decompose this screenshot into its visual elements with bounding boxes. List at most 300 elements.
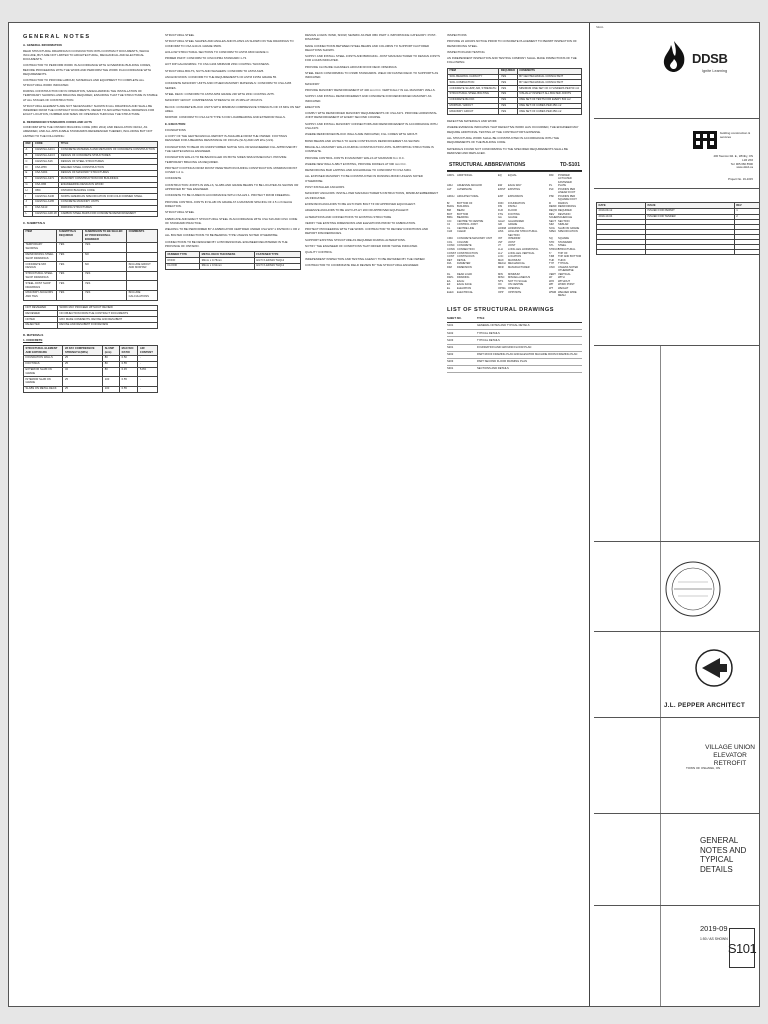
legend-cell: REVIEWED <box>24 311 58 317</box>
drawing-list-row <box>447 352 582 359</box>
notes-column-3 <box>305 33 440 1000</box>
table-cell: J <box>24 199 33 205</box>
abbreviation-meaning: HORIZONTAL <box>508 226 525 230</box>
abbreviation-meaning: CONNECTION <box>457 248 475 252</box>
abbreviations-sheet-ref: TD-S101 <box>559 162 580 169</box>
abbreviation-code: ADD'L <box>447 173 455 177</box>
drawing-title: TYPICAL DETAILS <box>477 338 500 342</box>
abbreviation-meaning: CENTRE TO CENTRE <box>457 219 484 223</box>
abbreviation-meaning: CONTINUOUS <box>457 255 475 259</box>
abbreviation-code: MISC <box>498 276 505 280</box>
abbreviation-code: DIM <box>447 265 452 269</box>
table-cell <box>127 252 158 262</box>
abbreviation-meaning: EACH WAY <box>508 184 522 188</box>
table-cell: YES <box>499 91 517 97</box>
project-number: Project No. 19-1015 <box>728 177 753 181</box>
title-block <box>589 23 759 1006</box>
abbreviation-meaning: ON CENTRE <box>508 283 524 287</box>
note-paragraph: ADHESIVE ANCHORS TO BE HILTI HIT-HY 200 OR APPROVED EQUIVALENT. <box>305 208 409 213</box>
abbreviation-code: MFR <box>498 265 504 269</box>
project-block <box>594 717 759 813</box>
note-paragraph: MATERIALS FOUND NOT CONFORMING TO THE SPECIFIED REQUIREMENTS SHALL BE REMOVED AND REPLACED. <box>447 146 568 155</box>
table-cell: ONE SET OF CUBES PER 250 m2 <box>517 103 581 109</box>
abbreviations-title: STRUCTURAL ABBREVIATIONS <box>449 162 526 169</box>
notes-column-4 <box>447 33 582 1000</box>
review-legend-table <box>23 305 158 329</box>
client-tagline: Ignite Learning <box>702 69 728 73</box>
note-paragraph: REINFORCING BAR LAPPING AND ANCHORAGE TO CONFORM TO CSA S304. <box>305 168 412 173</box>
table-cell: REINFORCING STEEL SHOP DRAWINGS <box>24 252 57 262</box>
abbreviation-meaning: ARCHITECTURAL <box>457 194 479 198</box>
table-cell: YES <box>83 281 127 291</box>
architect-address: 400 Taunton Rd. E., Whitby, ON L1R 2K6 Tel: 905.666.5500 www.ddsb.ca <box>713 154 753 170</box>
table-row <box>166 263 301 269</box>
ddsb-flame-icon <box>660 39 688 73</box>
table-cell: L <box>24 211 33 217</box>
abbreviation-meaning: UNLESS NOTED OTHERWISE <box>558 265 579 273</box>
abbreviation-code: LOC <box>498 255 504 259</box>
table-cell: CONCRETE MIX DESIGN <box>24 262 57 272</box>
abbreviation-code: CL <box>447 226 451 230</box>
abbreviation-code: CONST <box>447 251 457 255</box>
note-paragraph: CONFORM WITH THE ONTARIO BUILDING CODE (OBC 2012) AND REGULATION 332/12, AS AMENDED, AND ALL APPLICABLE STANDARDS REFERENCED THEREIN, INCLUDING BUT NOT LIMITED TO THE FOLLOWING: <box>23 125 153 138</box>
sheet-date: 2019-09 1:50 / AS SHOWN <box>700 924 728 941</box>
table-row <box>24 252 158 262</box>
abbreviation-code: T/ <box>549 251 552 255</box>
abbreviation-meaning: PLATE <box>558 184 567 188</box>
note-paragraph: QUALITY CONTROL <box>305 250 333 255</box>
issue-table <box>596 202 760 255</box>
notes-box <box>594 345 759 541</box>
note-paragraph: PROVIDE MASONRY REINFORCEMENT AT 400 mm O.C. VERTICALLY IN ALL MASONRY WALLS. <box>305 87 436 92</box>
abbreviation-meaning: TYPICAL <box>558 262 569 266</box>
table-cell: TEMPORARY SHORING <box>24 242 57 252</box>
table-cell: H <box>24 188 33 194</box>
note-paragraph: CONSTRUCTION JOINTS IN WALLS, SLABS AND GRADE BEAMS TO BE LOCATED AS SHOWN OR APPROVED BY THE ENGINEER. <box>165 182 299 192</box>
abbreviation-code: NTS <box>498 279 504 283</box>
abbreviation-code: W/O <box>549 279 555 283</box>
abbreviation-meaning: SIMILAR <box>558 223 569 227</box>
table-cell: CAN/CSA-A371 <box>33 176 59 182</box>
table-cell: - <box>138 386 158 392</box>
abbreviation-code: CJ <box>447 223 451 227</box>
drawing-title: PART SECOND FLOOR FRAMING PLAN <box>477 360 528 364</box>
legend-cell: NO OBJECTION FROM THE CONTRACT DOCUMENTS <box>58 311 158 317</box>
note-paragraph: ALTERATIONS AND CONNECTIONS TO EXISTING STRUCTURE <box>305 214 392 219</box>
table-cell: B <box>24 153 33 159</box>
table-cell: 38mm x 0.76mm <box>200 258 255 264</box>
table-cell: STEEL JOIST SHOP DRAWINGS <box>24 281 57 291</box>
abbreviation-meaning: DIMENSION <box>457 265 472 269</box>
abbreviation-meaning: REINFORCING <box>558 205 577 209</box>
table-header-cell: COMMENTS <box>127 229 158 242</box>
abbreviation-meaning: EXISTING <box>508 187 521 191</box>
abbreviation-meaning: ELEVATION <box>457 287 472 291</box>
table-cell: CAN/CSA-A165 <box>33 199 59 205</box>
note-paragraph: PROTECT FOOTINGS FROM FROST PENETRATION DURING CONSTRUCTION. MINIMUM FROST COVER 1.2 m. <box>165 165 298 175</box>
table-cell: YES <box>499 80 517 86</box>
drawing-sheet <box>8 22 760 1007</box>
table-cell: YES <box>57 252 83 262</box>
table-row <box>448 109 582 115</box>
table-cell: C <box>24 159 33 165</box>
table-row <box>24 377 158 387</box>
table-cell: MINIMUM ONE SET OF CYLINDERS PER 50 m3 <box>517 86 581 92</box>
drawing-sheet-no: S101 <box>447 324 454 328</box>
abbreviation-code: GR <box>498 223 502 227</box>
drawing-list-row <box>447 366 582 373</box>
abbreviation-code: JST <box>498 240 503 244</box>
table-cell: CONCRETE SLUMP, AIR, STRENGTH <box>448 86 499 92</box>
abbreviation-meaning: ELECTRICAL <box>457 290 473 294</box>
abbreviation-code: DIA <box>447 262 452 266</box>
abbreviation-meaning: WITHOUT <box>558 279 571 283</box>
table-cell: YES <box>499 109 517 115</box>
table-header-cell: SLUMP (mm) <box>103 346 120 356</box>
abbreviation-code: COL <box>447 240 453 244</box>
abbreviation-meaning: DIAMETER <box>457 262 471 266</box>
abbreviation-code: SPEC <box>549 230 557 234</box>
table-cell: YES <box>57 281 83 291</box>
abbreviation-meaning: POWDER ACTUATED FASTENER <box>558 173 572 184</box>
note-paragraph: STEEL DECK CONFORMING TO CSSBI STANDARDS. WELD OR FASTEN DECK TO SUPPORTS AS INDICATED. <box>305 71 439 80</box>
abbreviation-code: STD <box>549 240 555 244</box>
abbreviation-meaning: DRAWING <box>457 276 470 280</box>
table-cell: NO <box>83 252 127 262</box>
note-paragraph: ERECTION <box>305 104 320 109</box>
note-paragraph: FOUNDATIONS TO BEAR ON UNDISTURBED NATIVE SOIL OR ENGINEERED FILL APPROVED BY THE GEOTECHNICAL ENGINEER. <box>165 144 298 153</box>
abbreviation-code: EA <box>447 279 451 283</box>
table-cell: - <box>138 377 158 387</box>
note-paragraph: CONCRETE <box>165 176 182 181</box>
note-paragraph: WELDING TO BE PERFORMED BY A FABRICATOR CERTIFIED UNDER CSA W47.1 DIVISION 1 OR 2. <box>165 227 301 232</box>
note-paragraph: PRIMER PAINT: CONFORM TO CISC/CPMA STANDARD 1-73. <box>165 56 247 61</box>
section-heading: B. REFERENCED STANDARDS CODES AND ACTS <box>23 119 92 124</box>
consultant-block <box>594 631 759 717</box>
abbreviation-code: WWM <box>549 290 557 294</box>
table-cell: STRUCTURAL STEEL SHOP DRAWINGS <box>24 271 57 281</box>
note-paragraph: CONTRACTOR TO PROVIDE LABOUR, MATERIALS AND EQUIPMENT TO COMPLETE ALL STRUCTURAL WORK INDICATED. <box>23 78 145 87</box>
note-paragraph: MASONRY GROUT: COMPRESSIVE STRENGTH OF 15 MPa AT 28 DAYS. <box>165 98 263 103</box>
abbreviation-meaning: WORK POINT <box>558 283 575 287</box>
table-cell: DESIGN OF MASONRY STRUCTURES <box>59 170 158 176</box>
table-cell: G <box>24 182 33 188</box>
note-paragraph: ALL EXPOSED MASONRY TO BE CONSTRUCTED IN RUNNING BOND UNLESS NOTED OTHERWISE. <box>305 174 423 183</box>
table-cell: ONE SET OF CUBES PER 250 m2 <box>517 109 581 115</box>
abbreviation-code: OPNG <box>498 287 506 291</box>
issue-header-cell: REV <box>734 203 760 209</box>
abbreviation-meaning: OPENING <box>508 287 520 291</box>
table-cell: YES <box>57 290 83 300</box>
note-paragraph: READ STRUCTURAL DRAWINGS IN CONJUNCTION WITH CONTRACT DOCUMENTS, WHICH INCLUDE, BUT ARE NOT LIMITED TO ARCHITECTURAL, MECHANICAL AND ELECTRICAL DOCUMENTS. <box>23 48 150 62</box>
note-paragraph: CONCRETE TO BE CURED IN ACCORDANCE WITH CSA A23.1. PROTECT FROM FREEZING. <box>165 193 291 198</box>
note-paragraph: STRUCTURAL STEEL <box>165 33 195 37</box>
note-paragraph: COMPLY WITH REINFORCED MASONRY REQUIREMENTS OF CSA A371. PROVIDE HORIZONTAL JOINT REINFORCEMENT AT EVERY SECOND COURSE. <box>305 111 437 120</box>
abbreviation-code: CLR <box>447 230 453 234</box>
abbreviation-meaning: ADHESIVE ANCHOR <box>457 184 482 188</box>
abbreviation-meaning: CLEAR <box>457 230 466 234</box>
table-cell: 25 <box>63 361 103 367</box>
drawing-list-row <box>447 323 582 330</box>
abbreviation-code: SOG <box>549 226 555 230</box>
issue-cell: ISSUED FOR TENDER <box>645 214 734 220</box>
abbreviation-code: CONC <box>447 244 455 248</box>
note-paragraph: SUPPLY AND INSTALL REINFORCEMENT AND CONCRETE FOR REINFORCED MASONRY AS INDICATED. <box>305 94 432 103</box>
abbreviation-code: STRUCT <box>549 248 560 252</box>
table-cell: D <box>24 165 33 171</box>
concrete-label: 1. CONCRETE <box>23 338 43 343</box>
abbreviation-code: VERT <box>549 272 556 276</box>
note-paragraph: VERIFY THE EXISTING DIMENSIONS AND ELEVATIONS PRIOR TO FABRICATION. <box>305 220 416 225</box>
abbreviation-meaning: GRADE <box>508 223 518 227</box>
table-cell: 80 <box>103 367 120 377</box>
sheet-info-block <box>594 905 759 1006</box>
abbreviation-meaning: CONTROL JOINT <box>457 223 478 227</box>
table-cell: YES <box>499 103 517 109</box>
abbreviation-meaning: OPPOSITE <box>508 290 522 294</box>
table-cell: DESIGN OF CONCRETE STRUCTURES <box>59 153 158 159</box>
table-row <box>24 242 158 252</box>
table-header-cell: SUBMITTALS REQUIRED <box>57 229 83 242</box>
abbreviation-code: EW <box>498 184 503 188</box>
drawing-title: FOUNDATION AND GROUND FLOOR PLAN <box>477 345 532 349</box>
abbreviation-code: OC <box>498 283 502 287</box>
abbreviation-meaning: MANUFACTURER <box>508 265 530 269</box>
note-paragraph: DESIGN LOADS: WIND, SNOW, SEISMIC AS PER OBC PART 4. IMPORTANCE CATEGORY: POST-DISASTER. <box>305 33 437 42</box>
table-header-cell: MAX W/C RATIO <box>120 346 138 356</box>
abbreviation-meaning: DETAIL <box>457 258 466 262</box>
table-row <box>24 211 158 217</box>
legend-cell: MAY MAKE COMMENTS. REVISE AND RESUBMIT <box>58 317 158 323</box>
drawings-list-title: LIST OF STRUCTURAL DRAWINGS <box>447 306 554 313</box>
note-paragraph: STRUCTURAL STEEL <box>165 210 195 215</box>
sheet-number: S101 <box>729 928 755 968</box>
table-cell: MASONRY CONSTRUCTION FOR BUILDINGS <box>59 176 158 182</box>
table-cell: SOIL COMPACTION <box>448 80 499 86</box>
issue-header-cell: ISSUE <box>645 203 734 209</box>
abbreviation-code: PSF <box>549 194 555 198</box>
note-paragraph: MAKE CONNECTIONS BETWEEN STEEL BEAMS AND COLUMNS TO SUPPORT FACTORED REACTIONS SHOWN. <box>305 43 430 52</box>
abbreviation-meaning: DEAD LOAD <box>457 272 472 276</box>
drawing-sheet-no: S201 <box>447 345 454 349</box>
abbreviation-meaning: CONCRETE <box>457 244 472 248</box>
drawing-title: GENERAL NOTES AND TYPICAL DETAILS <box>477 324 530 328</box>
issue-cell <box>645 250 734 255</box>
table-header-cell: REQUIRED <box>499 68 517 74</box>
issue-cell: ISSUED FOR PERMIT <box>645 208 734 214</box>
building-icon <box>692 127 718 151</box>
table-header-cell: METAL DECK THICKNESS <box>200 252 255 258</box>
table-header-cell: ITEM <box>448 68 499 74</box>
legend-cell: REJECTED <box>24 322 58 328</box>
materials-heading: D. MATERIALS <box>23 332 44 337</box>
abbreviation-meaning: SECTION <box>558 219 570 223</box>
abbreviation-meaning: LOCATION <box>508 255 522 259</box>
abbreviation-code: BM <box>447 209 451 212</box>
table-header-cell: REF <box>24 141 33 147</box>
abbreviation-code: INT <box>498 237 503 241</box>
table-cell: 80 <box>103 355 120 361</box>
table-cell: FLOOR <box>166 263 200 269</box>
note-paragraph: MASONRY ANCHORS: INSTALL PER MANUFACTURER'S INSTRUCTIONS, MINIMUM EMBEDMENT AS INDICATED. <box>305 191 439 200</box>
abbreviation-code: EQ <box>498 173 502 177</box>
table-row <box>24 281 158 291</box>
abbreviation-code: MECH <box>498 262 506 266</box>
table-cell: K <box>24 205 33 211</box>
abbreviation-code: OPP <box>498 290 504 294</box>
abbreviation-meaning: ALTERNATE <box>457 187 472 191</box>
abbreviation-meaning: JOIST <box>508 240 516 244</box>
note-paragraph: INSPECTIONS <box>447 33 467 37</box>
note-paragraph: POST INSTALLED ANCHORS <box>305 185 345 190</box>
drawing-title: PART ROOF FRAMING PLAN AND ELEVATOR MACHINE ROOM FRAMING PLAN <box>477 353 578 357</box>
abbreviation-code: REINF <box>549 205 557 209</box>
abbreviation-meaning: BOTTOM <box>457 212 469 216</box>
note-paragraph: BOND BEAMS AND LINTELS TO HAVE CONTINUOUS REINFORCEMENT AS SHOWN. <box>305 138 421 143</box>
table-cell <box>127 271 158 281</box>
section-heading: A. GENERAL INFORMATION <box>23 43 62 48</box>
table-cell: 25 <box>63 377 103 387</box>
abbreviation-meaning: GALVANIZED <box>508 219 525 223</box>
abbreviation-meaning: WELDED WIRE MESH <box>558 290 577 298</box>
abbreviation-meaning: CONSTRUCTION <box>457 251 478 255</box>
table-cell: CONCRETE MASONRY UNITS <box>59 199 158 205</box>
consultant-name: J.L. PEPPER ARCHITECT <box>664 702 746 709</box>
abbreviation-meaning: BUILDING <box>457 205 470 209</box>
abbreviation-code: FTG <box>498 212 504 216</box>
abbreviation-code: BLDG <box>447 205 455 209</box>
abbreviations-list <box>447 171 582 298</box>
abbreviation-code: MAX <box>498 258 504 262</box>
note-paragraph: DURING CONSTRUCTION OR IN OPERATION, SAFEGUARDING THE INSTALLATION OF TEMPORARY SHORING AND BRACING REQUIRED, ENSURING THAT THE STRUCTURE IS STABLE AT ALL STAGES OF CONSTRUCTION. <box>23 88 158 102</box>
table-cell: CSA S413 <box>33 205 59 211</box>
architect-tagline: building construction & services <box>720 131 751 139</box>
abbreviation-meaning: INTERIOR <box>508 237 521 241</box>
section-heading: E. EXECUTION <box>165 122 186 127</box>
note-paragraph: STRUCTURAL ELEMENTS ARE NOT NECESSARILY SHOWN IN ALL DRAWINGS AND SHALL BE INFERRED FROM THE CONTRACT DOCUMENTS. REFER TO ARCHITECTURAL DRAWINGS FOR EXACT LOCATION, NUMBER AND SIZES OF OPENINGS THROUGH THE STRUCTURE. <box>23 103 155 117</box>
table-cell: YES <box>57 271 83 281</box>
seal-area <box>594 541 759 631</box>
table-header-cell: COMMENTS <box>517 68 581 74</box>
table-cell: YES <box>499 97 517 103</box>
table-cell: WELDED STEEL CONSTRUCTION <box>59 165 158 171</box>
table-cell: BY GEOTECHNICAL CONSULTANT <box>517 80 581 86</box>
project-location: TOWN OF OSHAWA, ON <box>686 766 721 770</box>
abbreviation-meaning: MAXIMUM <box>508 258 521 262</box>
table-cell: YES <box>57 262 83 272</box>
table-cell: CARBON STEEL BARS FOR CONCRETE REINFORCEMENT <box>59 211 158 217</box>
table-cell: FOUNDATION WALLS <box>24 355 63 361</box>
notes-column-2 <box>165 33 301 1000</box>
abbreviation-code: PAF <box>549 173 554 177</box>
abbreviation-meaning: POUNDS PER SQUARE FOOT <box>558 194 577 202</box>
abbreviation-code: GALV <box>498 219 505 223</box>
table-cell: 0.50 <box>120 355 138 361</box>
table-cell: CONCRETE MATERIALS AND METHODS OF CONCRETE CONSTRUCTION <box>59 147 158 153</box>
table-cell: SLABS ON METAL DECK <box>24 386 63 392</box>
note-paragraph: DEFECTIVE MATERIALS AND WORK <box>447 119 497 124</box>
table-row <box>24 386 158 392</box>
abbreviation-meaning: GAUGE <box>508 216 518 220</box>
abbreviation-meaning: STRUCTURAL <box>558 248 576 252</box>
abbreviation-code: FIN <box>498 205 503 209</box>
abbreviation-meaning: BOTTOM OF <box>457 201 473 205</box>
abbreviation-code: HSS <box>498 230 504 234</box>
table-row <box>24 262 158 272</box>
project-name: VILLAGE UNION ELEVATOR RETROFIT <box>705 744 755 767</box>
drawing-sheet-no: S102 <box>447 331 454 335</box>
note-paragraph: INSPECTION AND TESTING <box>447 49 485 54</box>
table-cell: ONTARIO BUILDING CODE <box>59 188 158 194</box>
abbreviation-meaning: EXPANSION <box>508 194 523 198</box>
table-cell: DESIGN OF STEEL STRUCTURES <box>59 159 158 165</box>
abbreviation-code: WT <box>549 287 554 291</box>
abbreviation-meaning: STEEL <box>558 244 567 248</box>
table-cell: INCLUDE CALCULATIONS <box>127 290 158 300</box>
abbreviation-code: ALT <box>447 187 452 191</box>
abbreviation-code: B/ <box>447 201 450 205</box>
table-cell: YES <box>57 242 83 252</box>
abbreviation-meaning: WEIGHT <box>558 287 569 291</box>
note-paragraph: BLOCK: CONCRETE BLOCK UNITS WITH MINIMUM COMPRESSIVE STRENGTH OF 15 MPa ON NET AREA. <box>165 104 301 113</box>
sheet-title-block <box>594 813 759 905</box>
note-paragraph: MASONRY <box>305 81 320 86</box>
abbreviation-meaning: THICK <box>558 258 566 262</box>
abbreviation-code: CONN <box>447 248 455 252</box>
drawings-list-header: SHEET NO. TITLE <box>447 316 582 323</box>
drawing-list-row <box>447 337 582 344</box>
issue-row <box>597 250 761 255</box>
note-paragraph: FABRICATE AND ERECT STRUCTURAL STEEL IN ACCORDANCE WITH CSA S16 AND CISC CODE OF STANDARD PRACTICE. <box>165 216 298 225</box>
table-cell: 5-8% <box>138 367 158 377</box>
abbreviation-code: DL <box>447 272 451 276</box>
deck-table <box>165 251 301 269</box>
submittals-table <box>23 229 158 301</box>
abbreviation-meaning: FOUNDATION <box>508 201 525 205</box>
table-cell: HILTI X-EDN19 THQ12 <box>254 263 300 269</box>
drawing-sheet-no: S203 <box>447 360 454 364</box>
legend-cell: WORK MAY PROCEED WITHOUT REVIEW <box>58 305 158 311</box>
table-cell: VISUALLY INSPECT ALL BOLTED JOINTS <box>517 91 581 97</box>
table-cell <box>127 281 158 291</box>
abbreviation-code: PL <box>549 184 553 188</box>
abbreviation-meaning: SCHEDULE <box>558 216 573 220</box>
table-cell: 32 <box>63 367 103 377</box>
abbreviation-code: BRG <box>447 216 453 220</box>
abbreviation-meaning: NOT TO SCALE <box>508 279 527 283</box>
table-cell: CSA O86 <box>33 182 59 188</box>
drawing-sheet-no: S103 <box>447 338 454 342</box>
table-cell: - <box>138 361 158 367</box>
note-paragraph: PROVIDE CONTROL JOINTS IN SLAB ON GRADE AT A MAXIMUM SPACING OF 4.5 m IN EACH DIRECTION. <box>165 199 293 208</box>
abbreviation-code: HORIZ <box>498 226 507 230</box>
abbreviation-code: EF <box>447 283 451 287</box>
abbreviation-meaning: REQUIRED <box>558 209 572 212</box>
abbreviation-code: BOT <box>447 212 453 216</box>
abbreviation-code: FDN <box>498 201 504 205</box>
abbreviation-meaning: HOLLOW STRUCTURAL SECTION <box>508 230 538 237</box>
table-cell: YES <box>499 74 517 80</box>
abbreviation-meaning: FOOTING <box>508 212 520 216</box>
issue-cell: 2019-10-04 <box>597 214 646 220</box>
abbreviation-code: LLH <box>498 248 503 252</box>
issue-cell <box>734 250 760 255</box>
table-header-cell: STRUCTURAL ELEMENT AND EXPOSURE <box>24 346 63 356</box>
abbreviation-code: ADH <box>447 184 453 188</box>
table-cell: I <box>24 194 33 200</box>
abbreviation-meaning: BEAM <box>457 209 465 212</box>
table-cell: ONE SET OF TESTS FOR EVERY 500 m2 <box>517 97 581 103</box>
